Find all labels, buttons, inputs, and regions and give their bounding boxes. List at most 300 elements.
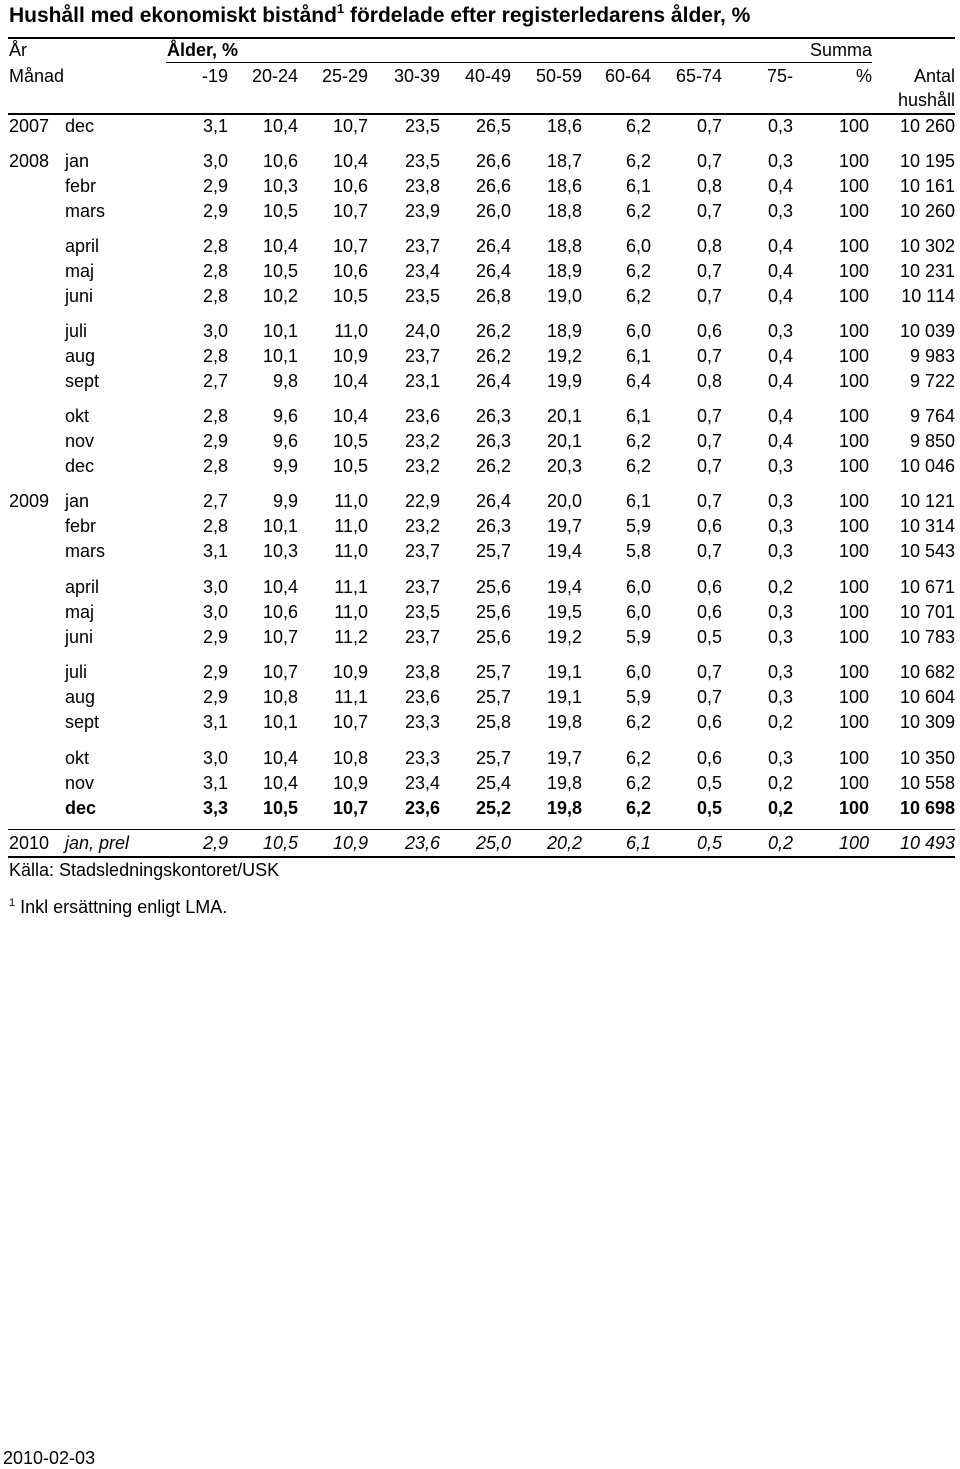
value-cell: 6,1 <box>625 491 651 511</box>
value-cell: 26,3 <box>475 431 511 451</box>
value-cell: 19,8 <box>546 798 582 818</box>
value-cell: 10,8 <box>332 748 368 768</box>
table-row <box>0 772 960 794</box>
table-row <box>0 661 960 683</box>
prel-top-rule <box>8 829 955 830</box>
table-row <box>0 285 960 307</box>
table-row <box>0 115 960 137</box>
header-manad: Månad <box>9 66 65 86</box>
value-cell: 18,9 <box>546 321 582 341</box>
value-cell: 0,7 <box>696 541 722 561</box>
value-cell: 10,7 <box>332 201 368 221</box>
value-cell: 0,3 <box>767 201 793 221</box>
antal-cell: 10 114 <box>901 286 955 306</box>
value-cell: 6,2 <box>625 456 651 476</box>
value-cell: 0,4 <box>767 261 793 281</box>
summa-cell: 100 <box>838 577 869 597</box>
value-cell: 6,4 <box>625 371 651 391</box>
value-cell: 23,4 <box>404 773 440 793</box>
value-cell: 26,2 <box>475 456 511 476</box>
table-row <box>0 540 960 562</box>
antal-cell: 10 682 <box>899 662 955 682</box>
value-cell: 23,7 <box>404 236 440 256</box>
month-cell: aug <box>65 687 96 707</box>
value-cell: 2,9 <box>202 627 228 647</box>
value-cell: 19,0 <box>546 286 582 306</box>
value-cell: 23,5 <box>404 151 440 171</box>
value-cell: 23,9 <box>404 201 440 221</box>
value-cell: 26,2 <box>475 346 511 366</box>
value-cell: 0,7 <box>696 431 722 451</box>
value-cell: 0,3 <box>767 602 793 622</box>
summa-cell: 100 <box>838 456 869 476</box>
value-cell: 25,7 <box>475 748 511 768</box>
summa-cell: 100 <box>838 491 869 511</box>
value-cell: 23,7 <box>404 346 440 366</box>
table-row <box>0 576 960 598</box>
value-cell: 25,8 <box>475 712 511 732</box>
antal-cell: 10 260 <box>899 201 955 221</box>
value-cell: 25,7 <box>475 662 511 682</box>
value-cell: 0,7 <box>696 151 722 171</box>
value-cell: 10,5 <box>262 261 298 281</box>
value-cell: 10,4 <box>262 748 298 768</box>
table-row <box>0 150 960 172</box>
summa-cell: 100 <box>838 712 869 732</box>
value-cell: 0,8 <box>696 176 722 196</box>
value-cell: 0,7 <box>696 346 722 366</box>
summa-cell: 100 <box>838 286 869 306</box>
value-cell: 26,4 <box>475 491 511 511</box>
value-cell: 11,0 <box>334 516 368 536</box>
value-cell: 5,9 <box>625 516 651 536</box>
value-cell: 26,2 <box>475 321 511 341</box>
value-cell: 10,6 <box>262 151 298 171</box>
title-footnote-mark: 1 <box>336 1 345 16</box>
summa-cell: 100 <box>838 261 869 281</box>
value-cell: 26,8 <box>475 286 511 306</box>
year-cell: 2008 <box>9 151 50 171</box>
value-cell: 26,6 <box>475 176 511 196</box>
value-cell: 23,5 <box>404 286 440 306</box>
value-cell: 0,2 <box>767 577 793 597</box>
month-cell: okt <box>65 748 90 768</box>
value-cell: 0,2 <box>767 712 793 732</box>
antal-cell: 10 671 <box>899 577 955 597</box>
value-cell: 3,1 <box>202 773 228 793</box>
value-cell: 2,9 <box>202 176 228 196</box>
summa-cell: 100 <box>838 541 869 561</box>
value-cell: 23,5 <box>404 602 440 622</box>
value-cell: 0,6 <box>696 516 722 536</box>
value-cell: 19,4 <box>546 541 582 561</box>
value-cell: 20,2 <box>546 833 582 853</box>
document-date: 2010-02-03 <box>3 1448 96 1468</box>
summa-cell: 100 <box>838 773 869 793</box>
value-cell: 0,7 <box>696 406 722 426</box>
value-cell: 6,1 <box>625 406 651 426</box>
header-alder: Ålder, % <box>167 40 239 60</box>
value-cell: 10,5 <box>262 798 298 818</box>
value-cell: 0,8 <box>696 236 722 256</box>
value-cell: 23,6 <box>404 798 440 818</box>
value-cell: 6,0 <box>625 321 651 341</box>
value-cell: 11,1 <box>334 687 368 707</box>
value-cell: 10,4 <box>332 406 368 426</box>
value-cell: 0,7 <box>696 286 722 306</box>
age-group-header: 65-74 <box>675 66 722 86</box>
value-cell: 6,0 <box>625 577 651 597</box>
month-cell: sept <box>65 712 100 732</box>
value-cell: 11,0 <box>334 491 368 511</box>
table-row <box>0 345 960 367</box>
value-cell: 10,6 <box>332 176 368 196</box>
value-cell: 0,4 <box>767 431 793 451</box>
value-cell: 2,8 <box>202 406 228 426</box>
value-cell: 10,7 <box>332 116 368 136</box>
value-cell: 6,2 <box>625 201 651 221</box>
month-cell: dec <box>65 798 97 818</box>
summa-cell: 100 <box>838 236 869 256</box>
value-cell: 9,6 <box>272 406 298 426</box>
value-cell: 0,5 <box>696 833 722 853</box>
value-cell: 10,5 <box>332 456 368 476</box>
value-cell: 10,1 <box>262 516 298 536</box>
value-cell: 26,4 <box>475 371 511 391</box>
value-cell: 25,6 <box>475 602 511 622</box>
month-cell: mars <box>65 201 105 221</box>
value-cell: 0,5 <box>696 798 722 818</box>
summa-cell: 100 <box>838 346 869 366</box>
value-cell: 23,7 <box>404 541 440 561</box>
value-cell: 19,1 <box>546 662 582 682</box>
month-cell: nov <box>65 431 95 451</box>
summa-cell: 100 <box>838 321 869 341</box>
month-cell: maj <box>65 261 95 281</box>
table-row <box>0 686 960 708</box>
value-cell: 2,9 <box>202 687 228 707</box>
value-cell: 3,0 <box>202 321 228 341</box>
antal-cell: 10 350 <box>899 748 955 768</box>
value-cell: 10,4 <box>262 577 298 597</box>
antal-cell: 10 493 <box>899 833 955 853</box>
value-cell: 20,0 <box>546 491 582 511</box>
value-cell: 6,2 <box>625 261 651 281</box>
value-cell: 25,2 <box>475 798 511 818</box>
value-cell: 23,3 <box>404 748 440 768</box>
value-cell: 5,9 <box>625 627 651 647</box>
antal-cell: 10 260 <box>899 116 955 136</box>
antal-cell: 9 850 <box>909 431 955 451</box>
value-cell: 0,7 <box>696 456 722 476</box>
value-cell: 23,6 <box>404 687 440 707</box>
value-cell: 23,2 <box>404 456 440 476</box>
month-cell: febr <box>65 176 97 196</box>
summa-cell: 100 <box>838 176 869 196</box>
month-cell: jan <box>65 151 90 171</box>
value-cell: 6,2 <box>625 431 651 451</box>
value-cell: 2,8 <box>202 456 228 476</box>
value-cell: 3,1 <box>202 712 228 732</box>
table-row <box>0 797 960 819</box>
value-cell: 6,0 <box>625 602 651 622</box>
summa-cell: 100 <box>838 798 869 818</box>
value-cell: 9,9 <box>272 456 298 476</box>
antal-cell: 10 701 <box>899 602 955 622</box>
value-cell: 10,6 <box>262 602 298 622</box>
table-row <box>0 405 960 427</box>
value-cell: 2,8 <box>202 286 228 306</box>
value-cell: 0,4 <box>767 236 793 256</box>
value-cell: 10,1 <box>262 346 298 366</box>
value-cell: 6,1 <box>625 833 651 853</box>
title-text: Hushåll med ekonomiskt bistånd <box>9 4 337 27</box>
month-cell: april <box>65 236 100 256</box>
value-cell: 26,4 <box>475 236 511 256</box>
table-row <box>0 235 960 257</box>
value-cell: 10,9 <box>332 773 368 793</box>
value-cell: 0,7 <box>696 201 722 221</box>
value-cell: 5,9 <box>625 687 651 707</box>
value-cell: 10,7 <box>332 798 368 818</box>
value-cell: 3,0 <box>202 748 228 768</box>
value-cell: 10,9 <box>332 346 368 366</box>
table-row <box>0 455 960 477</box>
antal-cell: 10 309 <box>899 712 955 732</box>
value-cell: 10,7 <box>262 627 298 647</box>
value-cell: 2,9 <box>202 833 228 853</box>
header-summa: Summa <box>809 40 872 60</box>
source-note: Källa: Stadsledningskontoret/USK <box>9 860 280 880</box>
antal-cell: 10 558 <box>899 773 955 793</box>
value-cell: 19,1 <box>546 687 582 707</box>
value-cell: 3,3 <box>202 798 228 818</box>
month-cell: dec <box>65 116 95 136</box>
value-cell: 0,7 <box>696 116 722 136</box>
value-cell: 10,4 <box>262 773 298 793</box>
age-group-header: -19 <box>201 66 228 86</box>
value-cell: 0,3 <box>767 687 793 707</box>
value-cell: 10,4 <box>332 371 368 391</box>
header-ar: År <box>9 40 27 60</box>
age-group-header: 60-64 <box>604 66 651 86</box>
antal-cell: 10 121 <box>899 491 955 511</box>
month-cell: sept <box>65 371 100 391</box>
value-cell: 2,9 <box>202 201 228 221</box>
value-cell: 2,8 <box>202 346 228 366</box>
age-group-header: 25-29 <box>321 66 368 86</box>
value-cell: 11,2 <box>334 627 368 647</box>
summa-cell: 100 <box>838 516 869 536</box>
value-cell: 0,2 <box>767 773 793 793</box>
value-cell: 24,0 <box>404 321 440 341</box>
value-cell: 10,5 <box>332 431 368 451</box>
value-cell: 26,4 <box>475 261 511 281</box>
value-cell: 0,2 <box>767 833 793 853</box>
month-cell: maj <box>65 602 95 622</box>
summa-cell: 100 <box>838 406 869 426</box>
value-cell: 9,6 <box>272 431 298 451</box>
table-row <box>0 711 960 733</box>
value-cell: 0,7 <box>696 261 722 281</box>
value-cell: 25,6 <box>475 577 511 597</box>
header-hushall: hushåll <box>897 90 955 110</box>
value-cell: 0,3 <box>767 541 793 561</box>
antal-cell: 10 604 <box>899 687 955 707</box>
value-cell: 0,6 <box>696 748 722 768</box>
value-cell: 10,9 <box>332 662 368 682</box>
value-cell: 10,3 <box>262 176 298 196</box>
value-cell: 10,7 <box>262 662 298 682</box>
value-cell: 0,3 <box>767 151 793 171</box>
antal-cell: 10 046 <box>899 456 955 476</box>
value-cell: 26,0 <box>475 201 511 221</box>
value-cell: 6,2 <box>625 151 651 171</box>
value-cell: 20,1 <box>546 431 582 451</box>
value-cell: 0,6 <box>696 712 722 732</box>
summa-cell: 100 <box>838 431 869 451</box>
summa-cell: 100 <box>838 151 869 171</box>
table-row <box>0 430 960 452</box>
summa-cell: 100 <box>838 687 869 707</box>
value-cell: 0,7 <box>696 662 722 682</box>
value-cell: 2,8 <box>202 516 228 536</box>
year-cell: 2007 <box>9 116 50 136</box>
month-cell: febr <box>65 516 97 536</box>
antal-cell: 10 698 <box>899 798 955 818</box>
value-cell: 3,0 <box>202 602 228 622</box>
value-cell: 0,6 <box>696 602 722 622</box>
value-cell: 18,9 <box>546 261 582 281</box>
value-cell: 0,4 <box>767 286 793 306</box>
value-cell: 0,7 <box>696 687 722 707</box>
summa-cell: 100 <box>838 602 869 622</box>
table-row <box>0 515 960 537</box>
value-cell: 11,1 <box>334 577 368 597</box>
table-row <box>0 320 960 342</box>
value-cell: 10,8 <box>262 687 298 707</box>
summa-cell: 100 <box>838 833 869 853</box>
value-cell: 10,6 <box>332 261 368 281</box>
age-group-header: 30-39 <box>393 66 440 86</box>
value-cell: 9,8 <box>272 371 298 391</box>
antal-cell: 10 231 <box>899 261 955 281</box>
value-cell: 10,7 <box>332 712 368 732</box>
summa-cell: 100 <box>838 662 869 682</box>
value-cell: 23,6 <box>404 406 440 426</box>
value-cell: 23,8 <box>404 176 440 196</box>
value-cell: 2,8 <box>202 236 228 256</box>
value-cell: 6,2 <box>625 286 651 306</box>
antal-cell: 10 302 <box>899 236 955 256</box>
table-row <box>0 832 960 854</box>
value-cell: 0,3 <box>767 662 793 682</box>
summa-cell: 100 <box>838 371 869 391</box>
value-cell: 0,4 <box>767 346 793 366</box>
value-cell: 26,5 <box>475 116 511 136</box>
value-cell: 10,4 <box>262 116 298 136</box>
value-cell: 10,4 <box>262 236 298 256</box>
value-cell: 10,5 <box>262 201 298 221</box>
table-row <box>0 626 960 648</box>
value-cell: 0,3 <box>767 491 793 511</box>
month-cell: jan, prel <box>65 833 130 853</box>
value-cell: 0,2 <box>767 798 793 818</box>
value-cell: 19,7 <box>546 748 582 768</box>
value-cell: 0,7 <box>696 491 722 511</box>
value-cell: 9,9 <box>272 491 298 511</box>
value-cell: 10,5 <box>262 833 298 853</box>
table-row <box>0 260 960 282</box>
footnote <box>9 897 227 917</box>
value-cell: 19,8 <box>546 712 582 732</box>
value-cell: 0,5 <box>696 627 722 647</box>
value-cell: 2,8 <box>202 261 228 281</box>
age-group-header: 40-49 <box>464 66 511 86</box>
value-cell: 6,2 <box>625 116 651 136</box>
value-cell: 3,0 <box>202 577 228 597</box>
table-row <box>0 175 960 197</box>
value-cell: 22,9 <box>404 491 440 511</box>
value-cell: 6,0 <box>625 236 651 256</box>
antal-cell: 9 983 <box>909 346 955 366</box>
value-cell: 3,0 <box>202 151 228 171</box>
month-cell: jan <box>65 491 90 511</box>
antal-cell: 10 039 <box>899 321 955 341</box>
month-cell: april <box>65 577 100 597</box>
value-cell: 26,3 <box>475 516 511 536</box>
antal-cell: 9 764 <box>909 406 955 426</box>
antal-cell: 9 722 <box>909 371 955 391</box>
value-cell: 0,4 <box>767 371 793 391</box>
month-cell: juni <box>65 286 94 306</box>
value-cell: 18,6 <box>546 176 582 196</box>
value-cell: 2,7 <box>202 491 228 511</box>
value-cell: 11,0 <box>334 602 368 622</box>
antal-cell: 10 161 <box>899 176 955 196</box>
antal-cell: 10 314 <box>899 516 955 536</box>
table-title <box>9 1 751 28</box>
month-cell: juni <box>65 627 94 647</box>
table-row <box>0 601 960 623</box>
footnote-text: Inkl ersättning enligt LMA. <box>15 897 228 917</box>
value-cell: 3,1 <box>202 541 228 561</box>
value-cell: 0,3 <box>767 456 793 476</box>
value-cell: 20,1 <box>546 406 582 426</box>
value-cell: 19,7 <box>546 516 582 536</box>
year-cell: 2009 <box>9 491 50 511</box>
value-cell: 19,9 <box>546 371 582 391</box>
value-cell: 10,1 <box>262 321 298 341</box>
month-cell: dec <box>65 456 95 476</box>
value-cell: 18,6 <box>546 116 582 136</box>
value-cell: 26,6 <box>475 151 511 171</box>
value-cell: 23,3 <box>404 712 440 732</box>
value-cell: 23,7 <box>404 627 440 647</box>
antal-cell: 10 195 <box>899 151 955 171</box>
header-percent: % <box>855 66 872 86</box>
summa-cell: 100 <box>838 116 869 136</box>
year-cell: 2010 <box>9 833 50 853</box>
value-cell: 23,8 <box>404 662 440 682</box>
value-cell: 10,2 <box>262 286 298 306</box>
table-row <box>0 200 960 222</box>
value-cell: 11,0 <box>334 321 368 341</box>
value-cell: 26,3 <box>475 406 511 426</box>
value-cell: 6,2 <box>625 748 651 768</box>
value-cell: 20,3 <box>546 456 582 476</box>
value-cell: 25,4 <box>475 773 511 793</box>
